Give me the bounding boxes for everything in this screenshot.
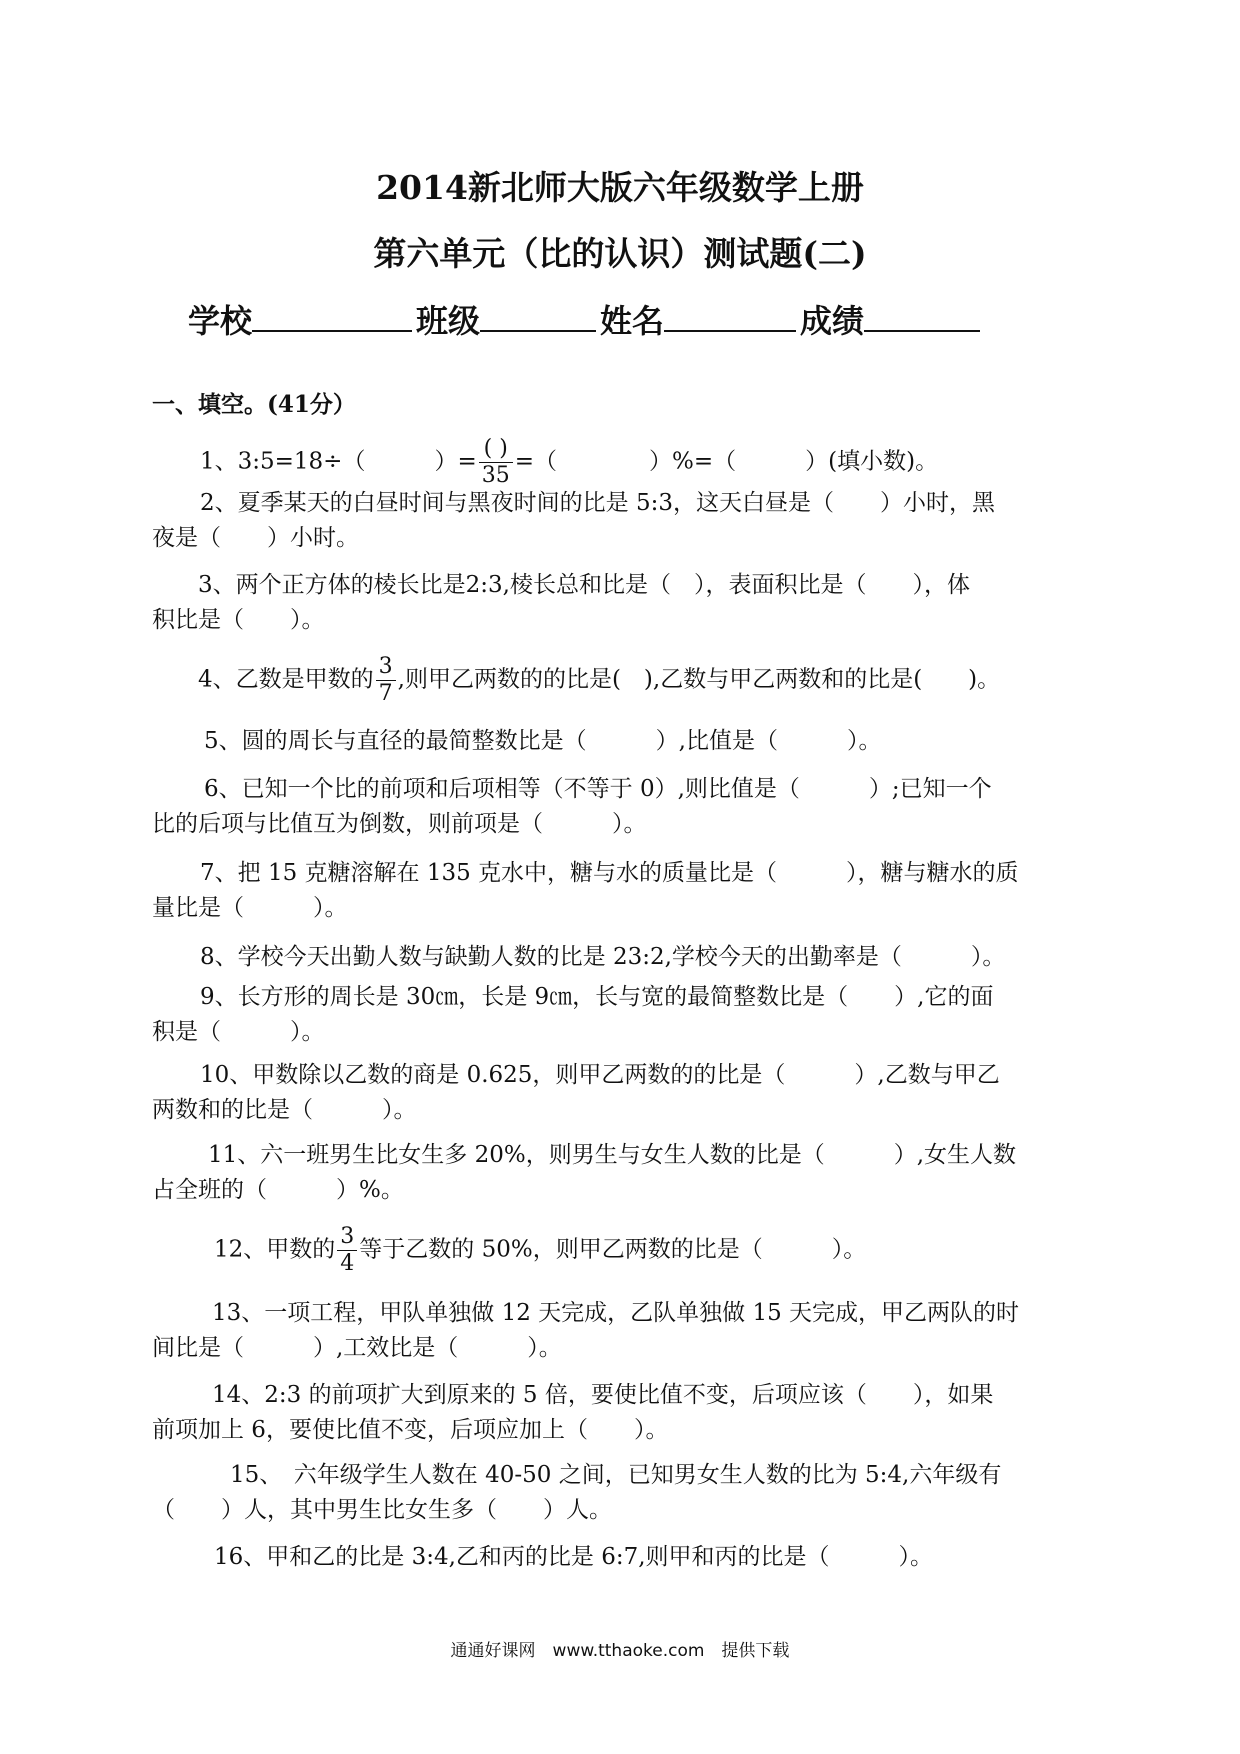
class-label: 班级 bbox=[416, 302, 481, 340]
question-8: 8、学校今天出勤人数与缺勤人数的比是 23:2,学校今天的出勤率是（ ）。 bbox=[200, 944, 1006, 970]
fraction: $\frac{3}{7}$ bbox=[376, 654, 396, 707]
question-11: 11、六一班男生比女生多 20%，则男生与女生人数的比是（ ）,女生人数 占全班的（ ）%。 bbox=[152, 1142, 1017, 1203]
student-info-line bbox=[188, 296, 984, 342]
question-2: 2、夏季某天的白昼时间与黑夜时间的比是 5:3，这天白昼是（ ）小时，黑 夜是（ ）小时。 bbox=[152, 490, 995, 551]
question-5: 5、圆的周长与直径的最简整数比是（ ）,比值是（ ）。 bbox=[204, 728, 882, 754]
question-14: 14、2:3 的前项扩大到原来的 5 倍，要使比值不变，后项应该（ ），如果 前项加上 6，要使比值不变，后项应加上（ ）。 bbox=[152, 1382, 994, 1443]
question-15: 15、 六年级学生人数在 40-50 之间，已知男女生人数的比为 5:4,六年级有 （ ）人，其中男生比女生多（ ）人。 bbox=[152, 1462, 1002, 1523]
question-6: 6、已知一个比的前项和后项相等（不等于 0）,则比值是（ ）;已知一个 比的后项与比值互为倒数，则前项是（ ）。 bbox=[152, 776, 992, 837]
fraction: $\frac{( )}{35}$ bbox=[479, 436, 513, 489]
question-7: 7、把 15 克糖溶解在 135 克水中，糖与水的质量比是（ ），糖与糖水的质 量比是（ ）。 bbox=[152, 860, 1019, 921]
score-blank[interactable] bbox=[864, 304, 980, 332]
question-12: 12、甲数的 $\frac{3}{4}$ 等于乙数的 50%，则甲乙两数的比是（ ）。 bbox=[214, 1224, 867, 1276]
name-blank[interactable] bbox=[664, 304, 796, 332]
document-subtitle: 第六单元（比的认识）测试题(二) bbox=[373, 234, 867, 273]
question-16: 16、甲和乙的比是 3:4,乙和丙的比是 6:7,则甲和丙的比是（ ）。 bbox=[214, 1544, 934, 1570]
question-3: 3、两个正方体的棱长比是2:3,棱长总和比是（ ），表面积比是（ ），体 积比是（ ）。 bbox=[152, 572, 970, 633]
score-label: 成绩 bbox=[800, 302, 865, 340]
document-title: 2014新北师大版六年级数学上册 bbox=[376, 168, 864, 207]
school-label: 学校 bbox=[188, 302, 253, 340]
question-1: 1、3:5=18÷（ ）= $\frac{( )}{35}$ =（ ）%=（ ）(填小数)。 bbox=[200, 436, 939, 488]
question-13: 13、一项工程，甲队单独做 12 天完成，乙队单独做 15 天完成，甲乙两队的时 间比是（ ）,工效比是（ ）。 bbox=[152, 1300, 1020, 1361]
question-10: 10、甲数除以乙数的商是 0.625，则甲乙两数的的比是（ ）,乙数与甲乙 两数和的比是（ ）。 bbox=[152, 1062, 1000, 1123]
fraction: $\frac{3}{4}$ bbox=[337, 1224, 357, 1277]
section-heading: 一、填空。(41分） bbox=[152, 391, 356, 418]
question-4: 4、乙数是甲数的 $\frac{3}{7}$ ,则甲乙两数的的比是( ),乙数与甲乙两数和的比是( )。 bbox=[198, 654, 1001, 706]
school-blank[interactable] bbox=[252, 304, 412, 332]
footer-source-note: 通通好课网 www.tthaoke.com 提供下载 bbox=[450, 1641, 790, 1661]
question-9: 9、长方形的周长是 30㎝，长是 9㎝，长与宽的最简整数比是（ ）,它的面 积是（ ）。 bbox=[152, 984, 994, 1045]
name-label: 姓名 bbox=[600, 302, 665, 340]
class-blank[interactable] bbox=[480, 304, 596, 332]
